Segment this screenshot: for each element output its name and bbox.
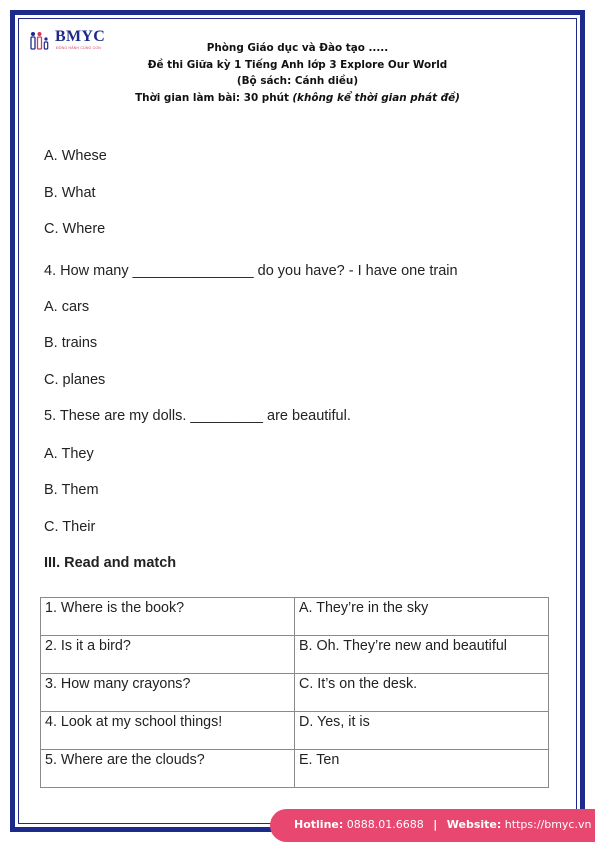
table-cell-answer [295, 636, 549, 674]
cell-text: B. Oh. They’re new and beautiful [299, 638, 507, 654]
table-cell-answer [295, 712, 549, 750]
question-5: 5. These are my dolls. _________ are beautiful. [44, 408, 351, 424]
section-read-and-match: III. Read and match [44, 555, 177, 571]
table-cell-question [41, 598, 295, 636]
option-a-they: A. They [44, 446, 94, 462]
option-a-whese: A. Whese [44, 148, 107, 164]
header-book: (Bộ sách: Cánh diều) [236, 75, 359, 87]
table-row [41, 674, 549, 712]
option-c-where: C. Where [44, 221, 106, 237]
header-time-note: (không kể thời gian phát đề) [292, 91, 460, 104]
cell-text: 2. Is it a bird? [45, 638, 131, 654]
question-4: 4. How many _______________ do you have? - I have one train [44, 263, 458, 279]
option-b-them: B. Them [44, 482, 99, 498]
header-exam-title: Đề thi Giữa kỳ 1 Tiếng Anh lớp 3 Explore Our World [147, 58, 448, 71]
cell-text: 4. Look at my school things! [45, 714, 223, 730]
header-department: Phòng Giáo dục và Đào tạo ..... [206, 42, 389, 54]
header-time [100, 90, 495, 107]
header-time-prefix: Thời gian làm bài: [135, 91, 244, 104]
option-a-cars: A. cars [44, 299, 90, 315]
table-cell-answer [295, 750, 549, 788]
cell-text: D. Yes, it is [299, 714, 370, 730]
document-header [100, 40, 495, 106]
table-cell-answer [295, 674, 549, 712]
match-table [40, 597, 549, 788]
table-cell-question [41, 636, 295, 674]
option-c-planes: C. planes [44, 372, 106, 388]
cell-text: E. Ten [299, 752, 340, 768]
option-c-their: C. Their [44, 519, 96, 535]
footer-text [294, 818, 591, 831]
footer-contact-bar [270, 809, 595, 842]
hotline-label: Hotline: [294, 818, 344, 831]
table-row [41, 750, 549, 788]
family-figures-icon [30, 31, 54, 51]
option-b-what: B. What [44, 185, 96, 201]
table-cell-answer [295, 598, 549, 636]
cell-text: 1. Where is the book? [45, 600, 185, 616]
hotline-number[interactable]: 0888.01.6688 [346, 818, 424, 831]
website-label: Website: [446, 818, 502, 831]
footer-separator: | [433, 818, 438, 831]
table-cell-question [41, 674, 295, 712]
cell-text: 5. Where are the clouds? [45, 752, 205, 768]
option-b-trains: B. trains [44, 335, 98, 351]
logo-text: BMYC [55, 28, 106, 45]
cell-text: A. They’re in the sky [299, 600, 429, 616]
cell-text: C. It’s on the desk. [299, 676, 418, 692]
table-cell-question [41, 712, 295, 750]
cell-text: 3. How many crayons? [45, 676, 191, 692]
table-row [41, 712, 549, 750]
header-time-value: 30 phút [243, 91, 289, 104]
logo-tagline: ĐỒNG HÀNH CÙNG CON [56, 46, 102, 50]
table-row [41, 598, 549, 636]
website-link[interactable]: https://bmyc.vn [504, 818, 592, 831]
table-row [41, 636, 549, 674]
table-cell-question [41, 750, 295, 788]
